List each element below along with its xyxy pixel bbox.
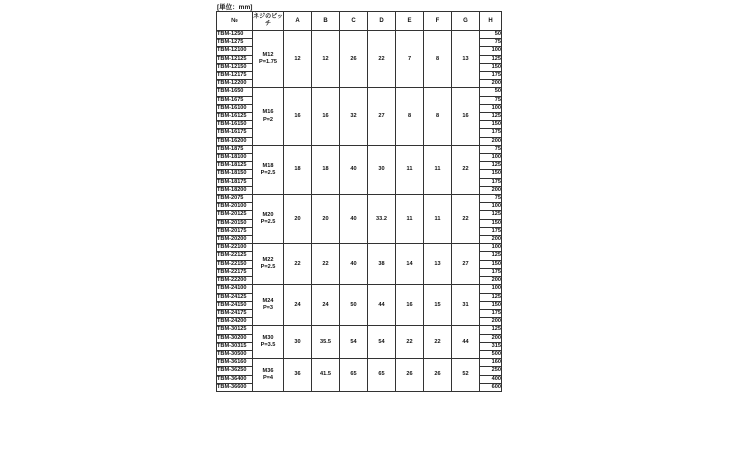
product-number: TBM-18175 (217, 178, 253, 186)
dim-b: 12 (312, 31, 340, 88)
dim-h: 200 (480, 80, 502, 88)
product-number: TBM-1275 (217, 39, 253, 47)
product-number: TBM-16100 (217, 104, 253, 112)
dim-c: 54 (340, 326, 368, 359)
spec-table-body (217, 31, 502, 392)
product-number: TBM-22100 (217, 244, 253, 252)
table-row (217, 195, 502, 203)
product-number: TBM-20100 (217, 203, 253, 211)
dim-h: 600 (480, 383, 502, 391)
product-number: TBM-20200 (217, 236, 253, 244)
thread-pitch: P=2.5 (260, 169, 276, 176)
dim-h: 200 (480, 334, 502, 342)
dim-f: 26 (424, 359, 452, 392)
product-number: TBM-24200 (217, 318, 253, 326)
product-number: TBM-12125 (217, 55, 253, 63)
dim-b: 16 (312, 88, 340, 145)
dim-h: 100 (480, 154, 502, 162)
dim-h: 200 (480, 137, 502, 145)
dim-h: 150 (480, 121, 502, 129)
dim-h: 75 (480, 195, 502, 203)
thread-size-pitch (253, 145, 284, 194)
dim-h: 500 (480, 350, 502, 358)
dim-g: 16 (452, 88, 480, 145)
header-f: F (424, 12, 452, 31)
dim-h: 100 (480, 203, 502, 211)
dim-f: 15 (424, 285, 452, 326)
product-number: TBM-22175 (217, 268, 253, 276)
dim-g: 52 (452, 359, 480, 392)
dim-f: 11 (424, 145, 452, 194)
thread-size: M24 (262, 298, 274, 305)
dim-d: 30 (368, 145, 396, 194)
thread-pitch: P=2.5 (260, 219, 276, 226)
product-number: TBM-16200 (217, 137, 253, 145)
header-size: ネジのピッチ (253, 12, 284, 31)
product-number: TBM-1250 (217, 31, 253, 39)
dim-h: 50 (480, 31, 502, 39)
dim-h: 200 (480, 277, 502, 285)
dim-h: 150 (480, 219, 502, 227)
dim-h: 125 (480, 162, 502, 170)
dim-c: 26 (340, 31, 368, 88)
dim-h: 125 (480, 113, 502, 121)
thread-size: M18 (262, 162, 274, 169)
dim-h: 175 (480, 227, 502, 235)
dim-f: 8 (424, 88, 452, 145)
thread-size-pitch (253, 359, 284, 392)
product-number: TBM-18200 (217, 186, 253, 194)
product-number: TBM-1675 (217, 96, 253, 104)
dim-g: 31 (452, 285, 480, 326)
table-row (217, 359, 502, 367)
product-number: TBM-12150 (217, 63, 253, 71)
dim-b: 35.5 (312, 326, 340, 359)
header-b: B (312, 12, 340, 31)
dim-h: 315 (480, 342, 502, 350)
header-c: C (340, 12, 368, 31)
thread-size-pitch (253, 326, 284, 359)
dim-e: 16 (396, 285, 424, 326)
dim-c: 50 (340, 285, 368, 326)
thread-size: M20 (262, 211, 274, 218)
thread-size: M30 (262, 335, 274, 342)
dim-f: 22 (424, 326, 452, 359)
dim-b: 41.5 (312, 359, 340, 392)
header-a: A (284, 12, 312, 31)
dim-a: 12 (284, 31, 312, 88)
thread-size-pitch (253, 31, 284, 88)
header-h: H (480, 12, 502, 31)
dim-b: 22 (312, 244, 340, 285)
product-number: TBM-16150 (217, 121, 253, 129)
product-number: TBM-2075 (217, 195, 253, 203)
dim-h: 150 (480, 63, 502, 71)
dim-c: 40 (340, 145, 368, 194)
table-row (217, 88, 502, 96)
dim-h: 125 (480, 326, 502, 334)
product-number: TBM-36160 (217, 359, 253, 367)
dim-h: 175 (480, 72, 502, 80)
dim-e: 26 (396, 359, 424, 392)
dim-h: 100 (480, 47, 502, 55)
dim-g: 13 (452, 31, 480, 88)
product-number: TBM-36250 (217, 367, 253, 375)
dim-d: 33.2 (368, 195, 396, 244)
dim-f: 13 (424, 244, 452, 285)
thread-size: M12 (262, 52, 274, 58)
dim-h: 200 (480, 186, 502, 194)
dim-d: 44 (368, 285, 396, 326)
product-number: TBM-20150 (217, 219, 253, 227)
dim-a: 30 (284, 326, 312, 359)
product-number: TBM-12100 (217, 47, 253, 55)
dim-b: 18 (312, 145, 340, 194)
thread-size: M22 (262, 257, 274, 264)
dim-h: 175 (480, 178, 502, 186)
product-number: TBM-22125 (217, 252, 253, 260)
thread-size-pitch (253, 285, 284, 326)
thread-pitch: P=3.5 (260, 342, 276, 349)
thread-size-pitch (253, 244, 284, 285)
header-e: E (396, 12, 424, 31)
dim-a: 16 (284, 88, 312, 145)
dim-d: 22 (368, 31, 396, 88)
dim-h: 150 (480, 301, 502, 309)
product-number: TBM-1875 (217, 145, 253, 153)
product-number: TBM-24100 (217, 285, 253, 293)
dim-d: 27 (368, 88, 396, 145)
thread-size: M16 (262, 109, 274, 116)
dim-c: 40 (340, 244, 368, 285)
thread-pitch: P=2 (262, 116, 274, 123)
product-number: TBM-36600 (217, 383, 253, 391)
dim-h: 150 (480, 260, 502, 268)
header-d: D (368, 12, 396, 31)
dim-h: 200 (480, 236, 502, 244)
dim-c: 32 (340, 88, 368, 145)
dim-h: 125 (480, 293, 502, 301)
dim-f: 8 (424, 31, 452, 88)
dim-f: 11 (424, 195, 452, 244)
product-number: TBM-22200 (217, 277, 253, 285)
dim-d: 54 (368, 326, 396, 359)
dim-c: 40 (340, 195, 368, 244)
dim-c: 65 (340, 359, 368, 392)
dim-h: 50 (480, 88, 502, 96)
dim-h: 400 (480, 375, 502, 383)
product-number: TBM-1650 (217, 88, 253, 96)
dim-h: 150 (480, 170, 502, 178)
spec-table (216, 11, 502, 392)
header-no: № (217, 12, 253, 31)
dim-h: 125 (480, 55, 502, 63)
dim-h: 250 (480, 367, 502, 375)
dim-h: 100 (480, 285, 502, 293)
header-row (217, 12, 502, 31)
dim-a: 22 (284, 244, 312, 285)
dim-h: 160 (480, 359, 502, 367)
table-row (217, 285, 502, 293)
dim-h: 175 (480, 129, 502, 137)
product-number: TBM-20125 (217, 211, 253, 219)
dim-g: 22 (452, 195, 480, 244)
dim-h: 75 (480, 96, 502, 104)
dim-h: 125 (480, 252, 502, 260)
dim-a: 24 (284, 285, 312, 326)
thread-size-pitch (253, 195, 284, 244)
dim-h: 125 (480, 211, 502, 219)
product-number: TBM-24125 (217, 293, 253, 301)
product-number: TBM-24150 (217, 301, 253, 309)
dim-e: 14 (396, 244, 424, 285)
product-number: TBM-18150 (217, 170, 253, 178)
dim-h: 75 (480, 145, 502, 153)
product-number: TBM-36400 (217, 375, 253, 383)
table-row (217, 31, 502, 39)
thread-pitch: P=4 (262, 375, 274, 382)
dim-e: 11 (396, 145, 424, 194)
product-number: TBM-30200 (217, 334, 253, 342)
dim-e: 22 (396, 326, 424, 359)
product-number: TBM-12200 (217, 80, 253, 88)
product-number: TBM-16175 (217, 129, 253, 137)
dim-a: 36 (284, 359, 312, 392)
dim-g: 22 (452, 145, 480, 194)
thread-pitch: P=1.75 (259, 59, 277, 66)
dim-h: 75 (480, 39, 502, 47)
product-number: TBM-12175 (217, 72, 253, 80)
dim-g: 44 (452, 326, 480, 359)
dim-e: 8 (396, 88, 424, 145)
thread-pitch: P=2.5 (260, 264, 276, 271)
product-number: TBM-20175 (217, 227, 253, 235)
dim-h: 175 (480, 309, 502, 317)
product-number: TBM-22150 (217, 260, 253, 268)
dim-e: 11 (396, 195, 424, 244)
dim-e: 7 (396, 31, 424, 88)
dim-h: 200 (480, 318, 502, 326)
product-number: TBM-18100 (217, 154, 253, 162)
dim-a: 18 (284, 145, 312, 194)
table-row (217, 326, 502, 334)
product-number: TBM-30500 (217, 350, 253, 358)
dim-d: 38 (368, 244, 396, 285)
dim-h: 100 (480, 104, 502, 112)
table-row (217, 145, 502, 153)
thread-size: M36 (262, 367, 274, 374)
table-row (217, 244, 502, 252)
thread-pitch: P=3 (262, 305, 274, 312)
dim-h: 175 (480, 268, 502, 276)
product-number: TBM-18125 (217, 162, 253, 170)
dim-g: 27 (452, 244, 480, 285)
dim-b: 20 (312, 195, 340, 244)
dim-a: 20 (284, 195, 312, 244)
product-number: TBM-24175 (217, 309, 253, 317)
product-number: TBM-30315 (217, 342, 253, 350)
dim-b: 24 (312, 285, 340, 326)
product-number: TBM-30125 (217, 326, 253, 334)
dim-h: 100 (480, 244, 502, 252)
thread-size-pitch (253, 88, 284, 145)
header-g: G (452, 12, 480, 31)
product-number: TBM-16125 (217, 113, 253, 121)
unit-label: [単位：mm] (217, 4, 253, 11)
dim-d: 65 (368, 359, 396, 392)
